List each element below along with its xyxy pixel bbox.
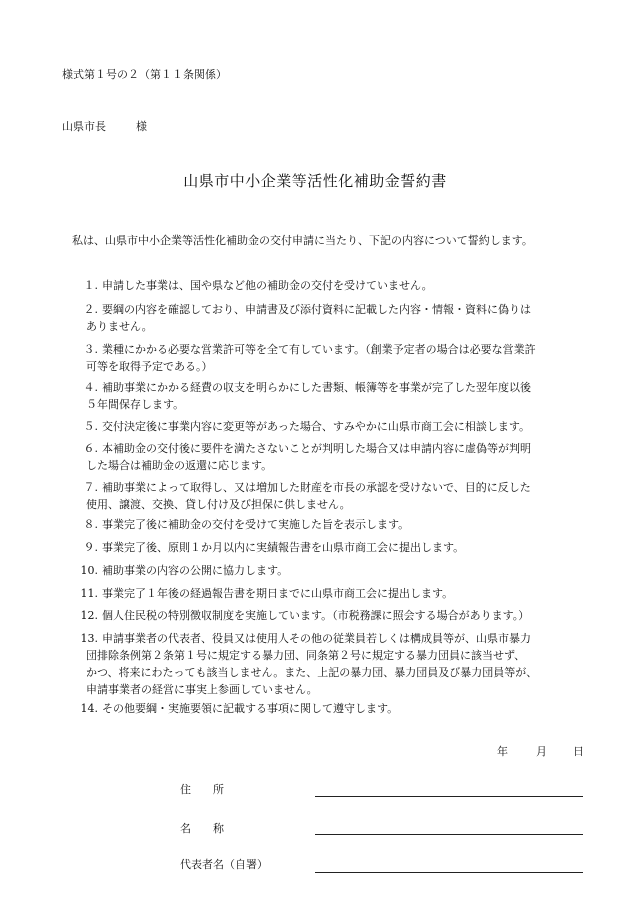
company-name-field[interactable] <box>315 834 583 835</box>
date-year-label: 年 <box>497 745 508 758</box>
document-title: 山県市中小企業等活性化補助金誓約書 <box>183 172 447 190</box>
item-number: ２. <box>83 303 98 316</box>
pledge-item-3 <box>70 341 536 375</box>
item-text-cont: 可等を取得予定である。） <box>86 360 213 373</box>
pledge-item-1 <box>70 277 433 294</box>
addressee-honorific: 様 <box>136 120 147 133</box>
pledge-item-7 <box>70 479 531 513</box>
pledge-item-11 <box>70 585 453 602</box>
item-number: ９. <box>83 541 98 554</box>
item-text-cont: した場合は補助金の返還に応じます。 <box>86 459 273 472</box>
item-text: その他要綱・実施要領に記載する事項に関して遵守します。 <box>102 702 399 715</box>
item-text-cont: 団排除条例第２条第１号に規定する暴力団、同条第２号に規定する暴力団員に該当せず、 <box>86 649 526 662</box>
date-month-label: 月 <box>536 745 547 758</box>
item-number: 12. <box>80 609 98 622</box>
item-number: ３. <box>83 343 98 356</box>
item-number: ５. <box>83 420 98 433</box>
item-text: 業種にかかる必要な営業許可等を全て有しています。（創業予定者の場合は必要な営業許 <box>102 343 536 356</box>
address-field[interactable] <box>315 796 583 797</box>
item-number: 13. <box>80 632 98 645</box>
pledge-item-9 <box>70 539 464 556</box>
intro-paragraph: 私は、山県市中小企業等活性化補助金の交付申請に当たり、下記の内容について誓約します。 <box>72 234 533 247</box>
pledge-item-10 <box>70 562 288 579</box>
item-number: ６. <box>83 442 98 455</box>
date-line <box>0 743 630 760</box>
pledge-item-5 <box>70 418 530 435</box>
item-number: 10. <box>80 564 98 577</box>
item-number: 14. <box>80 702 98 715</box>
item-number: 11. <box>80 587 98 600</box>
form-number: 様式第１号の２（第１１条関係） <box>62 68 227 81</box>
pledge-item-2 <box>70 301 531 335</box>
item-text: 事業完了後に補助金の交付を受けて実施した旨を表示します。 <box>102 518 410 531</box>
item-text: 要綱の内容を確認しており、申請書及び添付資料に記載した内容・情報・資料に偽りは <box>102 303 531 316</box>
item-text-cont: ありません。 <box>86 320 153 333</box>
company-name-label: 名 称 <box>180 822 224 835</box>
item-text: 補助事業にかかる経費の収支を明らかにした書類、帳簿等を事業が完了した翌年度以後 <box>102 381 531 394</box>
item-text: 補助事業の内容の公開に協力します。 <box>102 564 289 577</box>
pledge-item-8 <box>70 516 409 533</box>
addressee <box>62 118 147 135</box>
pledge-item-4 <box>70 379 531 413</box>
item-text: 事業完了後、原則１か月以内に実績報告書を山県市商工会に提出します。 <box>102 541 465 554</box>
representative-label: 代表者名（自署） <box>180 858 268 871</box>
pledge-item-12 <box>70 607 529 624</box>
item-number: ４. <box>83 381 98 394</box>
pledge-item-14 <box>70 700 398 717</box>
item-text: 補助事業によって取得し、又は増加した財産を市長の承認を受けないで、目的に反した <box>102 481 531 494</box>
item-text: 事業完了１年後の経過報告書を期日までに山県市商工会に提出します。 <box>102 587 454 600</box>
pledge-item-6 <box>70 440 531 474</box>
item-text-cont: 使用、譲渡、交換、貸し付け及び担保に供しません。 <box>86 498 351 511</box>
item-text-cont: 申請事業者の経営に事実上参画していません。 <box>86 683 318 696</box>
item-text: 本補助金の交付後に要件を満たさないことが判明した場合又は申請内容に虚偽等が判明 <box>102 442 531 455</box>
representative-signature-field[interactable] <box>315 872 583 873</box>
item-text: 交付決定後に事業内容に変更等があった場合、すみやかに山県市商工会に相談します。 <box>102 420 531 433</box>
item-text: 個人住民税の特別徴収制度を実施しています。（市税務課に照会する場合があります。） <box>102 609 530 622</box>
item-text: 申請した事業は、国や県など他の補助金の交付を受けていません。 <box>102 279 433 292</box>
item-number: ７. <box>83 481 98 494</box>
item-text: 申請事業者の代表者、役員又は使用人その他の従業員若しくは構成員等が、山県市暴力 <box>102 632 531 645</box>
address-label: 住 所 <box>180 783 224 796</box>
pledge-item-13 <box>70 630 537 698</box>
item-number: １. <box>83 279 98 292</box>
addressee-name: 山県市長 <box>62 120 106 133</box>
date-day-label: 日 <box>573 745 584 758</box>
item-text-cont: ５年間保存します。 <box>86 398 185 411</box>
item-number: ８. <box>83 518 98 531</box>
item-text-cont: かつ、将来にわたっても該当しません。また、上記の暴力団、暴力団員及び暴力団員等が、 <box>86 666 538 679</box>
